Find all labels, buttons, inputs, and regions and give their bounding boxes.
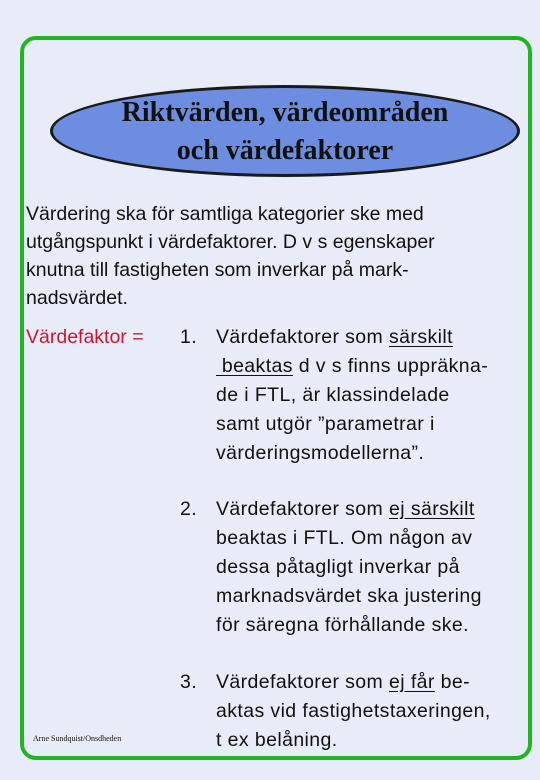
item-line: aktas vid fastighetstaxeringen, (216, 700, 491, 722)
item-line: beaktas i FTL. Om någon av (216, 527, 473, 549)
title-line-1: Riktvärden, värdeområden (121, 97, 449, 128)
item-number: 2. (180, 498, 198, 520)
item-line: de i FTL, är klassindelade (216, 384, 450, 406)
item-line: Värdefaktorer som särskilt (216, 326, 453, 348)
item-number: 1. (180, 326, 198, 348)
intro-line: Värdering ska för samtliga kategorier ske med (26, 203, 424, 225)
intro-line: knutna till fastigheten som inverkar på mark- (26, 259, 409, 281)
vardefaktor-label: Värdefaktor = (26, 326, 144, 348)
item-line: Värdefaktorer som ej får be- (216, 671, 470, 693)
item-line: marknadsvärdet ska justering (216, 585, 482, 607)
item-line: dessa påtagligt inverkar på (216, 556, 460, 578)
item-line: beaktas d v s finns uppräkna- (216, 355, 489, 377)
title-line-2: och värdefaktorer (176, 135, 394, 166)
item-number: 3. (180, 671, 198, 693)
item-line: t ex belåning. (216, 729, 338, 751)
intro-line: utgångspunkt i värdefaktorer. D v s egenskaper (26, 231, 435, 253)
item-line: för säregna förhållande ske. (216, 614, 469, 636)
item-line: Värdefaktorer som ej särskilt (216, 498, 475, 520)
item-line: värderingsmodellerna”. (216, 442, 425, 464)
intro-paragraph (26, 200, 536, 312)
intro-line: nadsvärdet. (26, 287, 128, 309)
footer-credit: Arne Sundquist/Onsdheden (33, 734, 122, 743)
item-line: samt utgör ”parametrar i (216, 413, 435, 435)
slide-title (50, 94, 520, 170)
